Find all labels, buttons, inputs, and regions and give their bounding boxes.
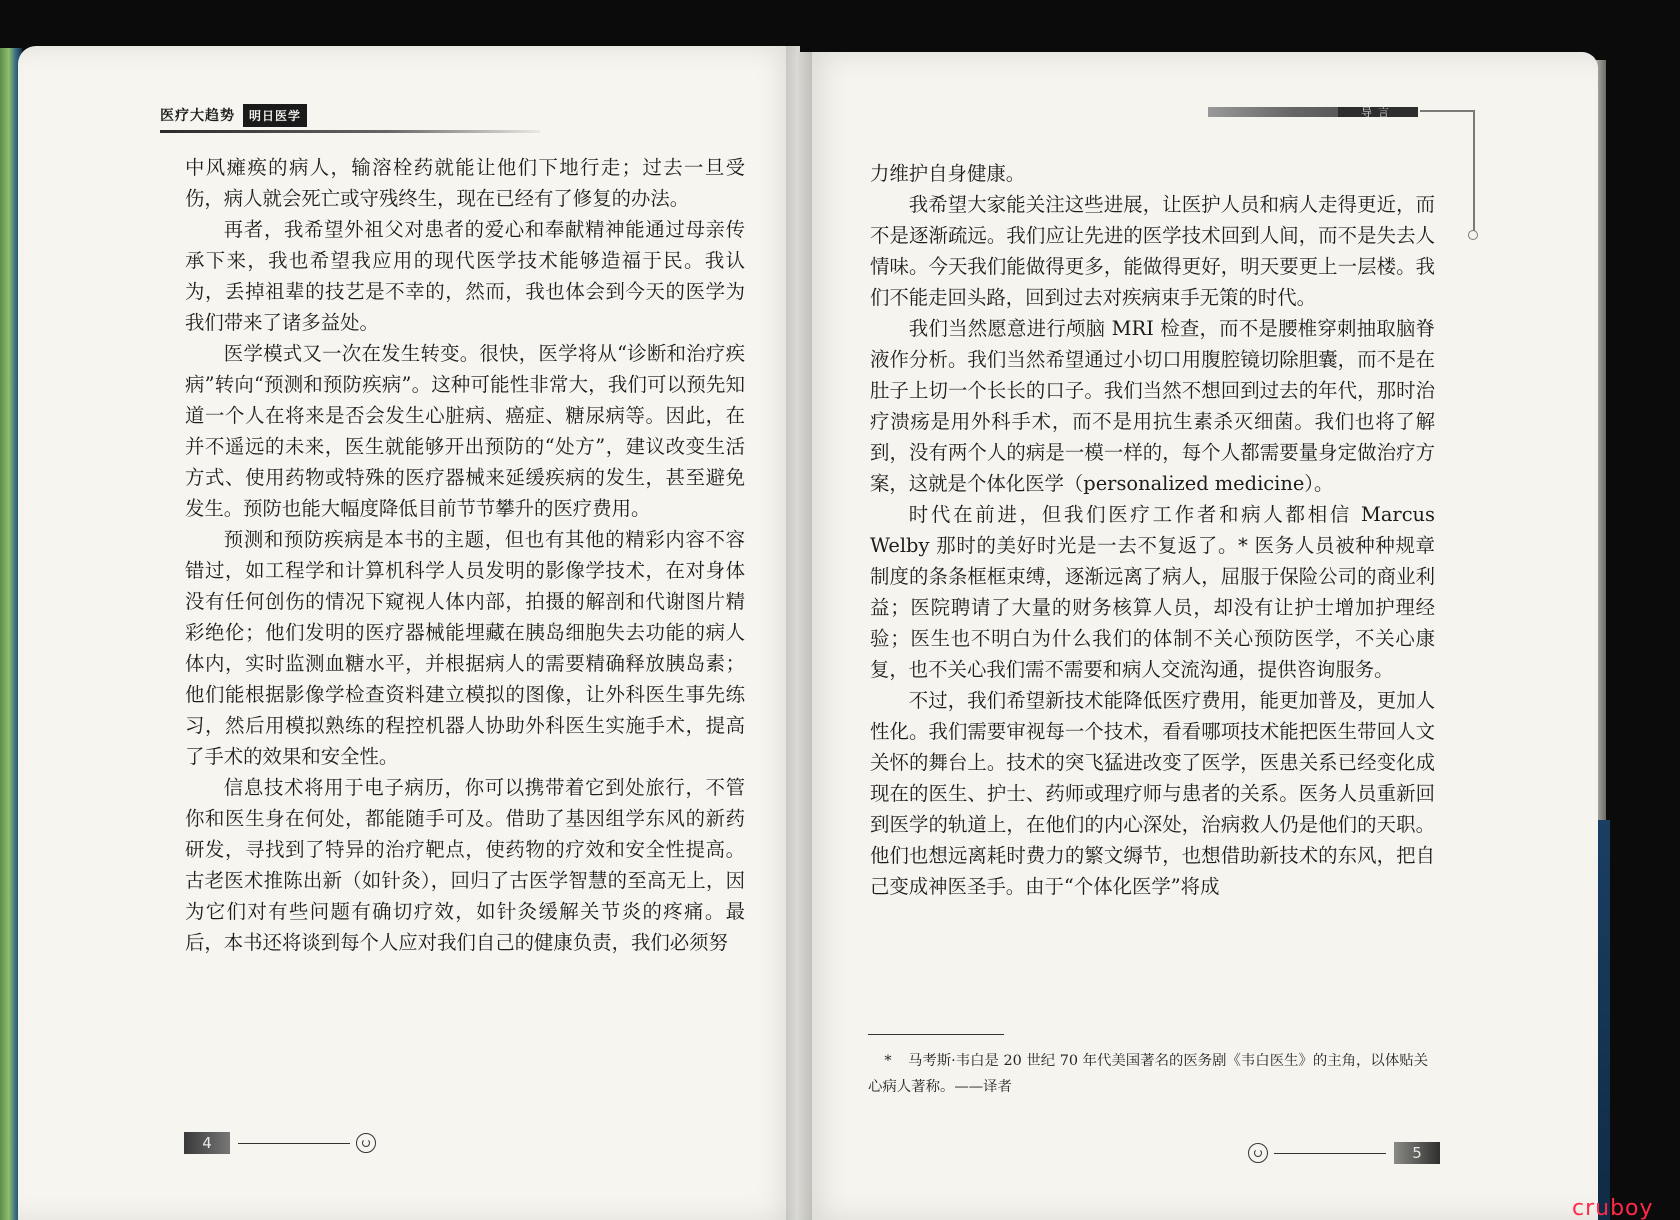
paragraph: 预测和预防疾病是本书的主题，但也有其他的精彩内容不容错过，如工程学和计算机科学人员发明的影像学技术，在对身体没有任何创伤的情况下窥视人体内部，拍摄的解剖和代谢图片精彩绝伦；他们发明的医疗器械能埋藏在胰岛细胞失去功能的病人体内，实时监测血糖水平，并根据病人的需要精确释放胰岛素；他们能根据影像学检查资料建立模拟的图像，让外科医生事先练习，然后用模拟熟练的程控机器人协助外科医生实施手术，提高了手术的效果和安全性。: [185, 528, 745, 768]
swirl-ornament-icon: [1248, 1143, 1268, 1163]
footnote-mark: *: [884, 1053, 892, 1069]
footnote-text: 马考斯·韦白是 20 世纪 70 年代美国著名的医务剧《韦白医生》的主角，以体贴关心病人著称。——译者: [868, 1053, 1428, 1095]
paragraph: 信息技术将用于电子病历，你可以携带着它到处旅行，不管你和医生身在何处，都能随手可及。借助了基因组学东风的新药研发，寻找到了特异的治疗靶点，使药物的疗效和安全性提高。古老医术推陈出新（如针灸），回归了古医学智慧的至高无上，因为它们对有些问题有确切疗效，如针灸缓解关节炎的疼痛。最后，本书还将谈到每个人应对我们自己的健康负责，我们必须努: [185, 776, 745, 954]
header-ornament-dot: [1468, 230, 1478, 240]
right-page-body: [870, 158, 1435, 902]
series-title: 医疗大趋势: [160, 108, 235, 124]
scanner-watermark: cruboy: [1572, 1196, 1654, 1220]
folio-line: [1274, 1153, 1386, 1154]
section-title: 导言: [1361, 106, 1395, 119]
header-ornament-line: [1420, 110, 1474, 112]
series-badge: 明日医学: [243, 104, 307, 127]
swirl-ornament-icon: [356, 1133, 376, 1153]
paragraph: 我希望大家能关注这些进展，让医护人员和病人走得更近，而不是逐渐疏远。我们应让先进的医学技术回到人间，而不是失去人情味。今天我们能做得更多，能做得更好，明天要更上一层楼。我们不能走回头路，回到过去对疾病束手无策的时代。: [870, 193, 1435, 309]
footnote: [868, 1048, 1428, 1100]
paragraph: 再者，我希望外祖父对患者的爱心和奉献精神能通过母亲传承下来，我也希望我应用的现代医学技术能够造福于民。我认为，丢掉祖辈的技艺是不幸的，然而，我也体会到今天的医学为我们带来了诸多益处。: [185, 218, 745, 334]
footnote-rule: [868, 1034, 1004, 1035]
paragraph: 我们当然愿意进行颅脑 MRI 检查，而不是腰椎穿刺抽取脑脊液作分析。我们当然希望通过小切口用腹腔镜切除胆囊，而不是在肚子上切一个长长的口子。我们当然不想回到过去的年代，那时治疗溃疡是用外科手术，而不是用抗生素杀灭细菌。我们也将了解到，没有两个人的病是一模一样的，每个人都需要量身定做治疗方案，这就是个体化医学（personalized medicine）。: [870, 317, 1435, 495]
page-number: 5: [1394, 1142, 1440, 1164]
book-gutter: [786, 46, 812, 1220]
page-folio-right: [1248, 1142, 1440, 1164]
page-number: 4: [184, 1132, 230, 1154]
left-running-header: [160, 102, 307, 128]
paragraph: 力维护自身健康。: [870, 162, 1026, 185]
paragraph: 医学模式又一次在发生转变。很快，医学将从“诊断和治疗疾病”转向“预测和预防疾病”。这种可能性非常大，我们可以预先知道一个人在将来是否会发生心脏病、癌症、糖尿病等。因此，在并不遥远的未来，医生就能够开出预防的“处方”，建议改变生活方式、使用药物或特殊的医疗器械来延缓疾病的发生，甚至避免发生。预防也能大幅度降低目前节节攀升的医疗费用。: [185, 342, 745, 520]
paragraph: 时代在前进，但我们医疗工作者和病人都相信 Marcus Welby 那时的美好时光是一去不复返了。* 医务人员被种种规章制度的条条框框束缚，逐渐远离了病人，屈服于保险公司的商业利益；医院聘请了大量的财务核算人员，却没有让护士增加护理经验；医生也不明白为什么我们的体制不关心预防医学，不关心康复，也不关心我们需不需要和病人交流沟通，提供咨询服务。: [870, 503, 1435, 681]
header-ornament-vertical: [1473, 110, 1475, 232]
header-rule-left: [160, 130, 540, 133]
left-page-body: [185, 152, 745, 958]
paragraph: 中风瘫痪的病人，输溶栓药就能让他们下地行走；过去一旦受伤，病人就会死亡或守残终生，现在已经有了修复的办法。: [185, 156, 745, 210]
page-folio-left: [184, 1132, 376, 1154]
folio-line: [238, 1143, 350, 1144]
paragraph: 不过，我们希望新技术能降低医疗费用，能更加普及，更加人性化。我们需要审视每一个技术，看看哪项技术能把医生带回人文关怀的舞台上。技术的突飞猛进改变了医学，医患关系已经变化成现在的医生、护士、药师或理疗师与患者的关系。医务人员重新回到医学的轨道上，在他们的内心深处，治病救人仍是他们的天职。他们也想远离耗时费力的繁文缛节，也想借助新技术的东风，把自己变成神医圣手。由于“个体化医学”将成: [870, 689, 1435, 898]
